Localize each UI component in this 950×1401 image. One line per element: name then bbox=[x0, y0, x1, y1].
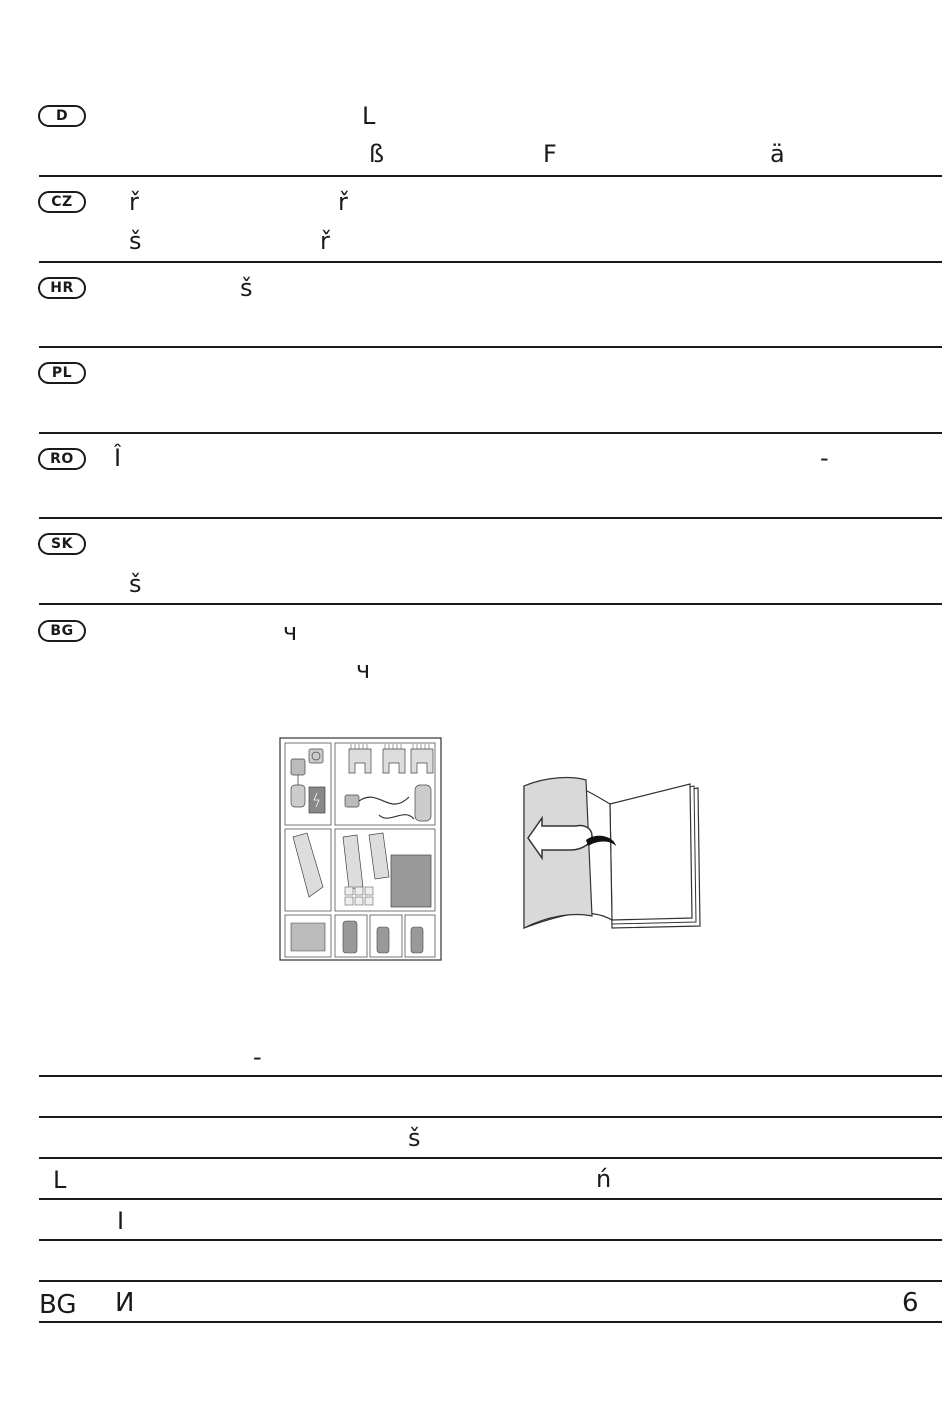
glyph: ř bbox=[129, 188, 139, 216]
language-badge-bg: BG bbox=[38, 620, 86, 642]
language-badge-d: D bbox=[38, 105, 86, 127]
language-badge-ro: RO bbox=[38, 448, 86, 470]
table-rule bbox=[39, 1239, 942, 1241]
table-rule bbox=[39, 1280, 942, 1282]
table-rule bbox=[39, 1157, 942, 1159]
open-booklet-icon bbox=[518, 766, 704, 932]
divider bbox=[39, 261, 942, 263]
glyph: ä bbox=[770, 140, 785, 168]
divider bbox=[39, 346, 942, 348]
table-rule bbox=[39, 1116, 942, 1118]
table-rule bbox=[39, 1198, 942, 1200]
language-badge-hr: HR bbox=[38, 277, 86, 299]
glyph: F bbox=[543, 140, 557, 168]
divider bbox=[39, 175, 942, 177]
language-badge-cz: CZ bbox=[38, 191, 86, 213]
divider bbox=[39, 603, 942, 605]
glyph: ř bbox=[320, 227, 330, 255]
language-badge-sk: SK bbox=[38, 533, 86, 555]
divider bbox=[39, 517, 942, 519]
language-badge-pl: PL bbox=[38, 362, 86, 384]
glyph: š bbox=[129, 227, 142, 255]
footer-title: И bbox=[115, 1288, 135, 1318]
divider bbox=[39, 432, 942, 434]
glyph: ч bbox=[356, 656, 371, 684]
glyph: Î bbox=[114, 444, 122, 472]
table-dash: - bbox=[253, 1043, 262, 1071]
footer-rule bbox=[39, 1321, 942, 1323]
glyph: L bbox=[362, 102, 376, 130]
glyph: ř bbox=[338, 188, 348, 216]
table-glyph: š bbox=[408, 1124, 421, 1152]
table-rule bbox=[39, 1075, 942, 1077]
glyph: š bbox=[129, 570, 142, 598]
table-glyph: L bbox=[53, 1166, 67, 1194]
table-glyph: I bbox=[117, 1207, 125, 1235]
page-number: 6 bbox=[902, 1288, 919, 1318]
glyph: ß bbox=[369, 140, 385, 168]
table-glyph: ń bbox=[596, 1165, 612, 1193]
footer-language-code: BG bbox=[39, 1290, 77, 1320]
glyph: ч bbox=[283, 618, 298, 646]
fold-out-illustrations-thumbnail bbox=[279, 737, 443, 963]
glyph: š bbox=[240, 274, 253, 302]
glyph: - bbox=[820, 444, 829, 472]
